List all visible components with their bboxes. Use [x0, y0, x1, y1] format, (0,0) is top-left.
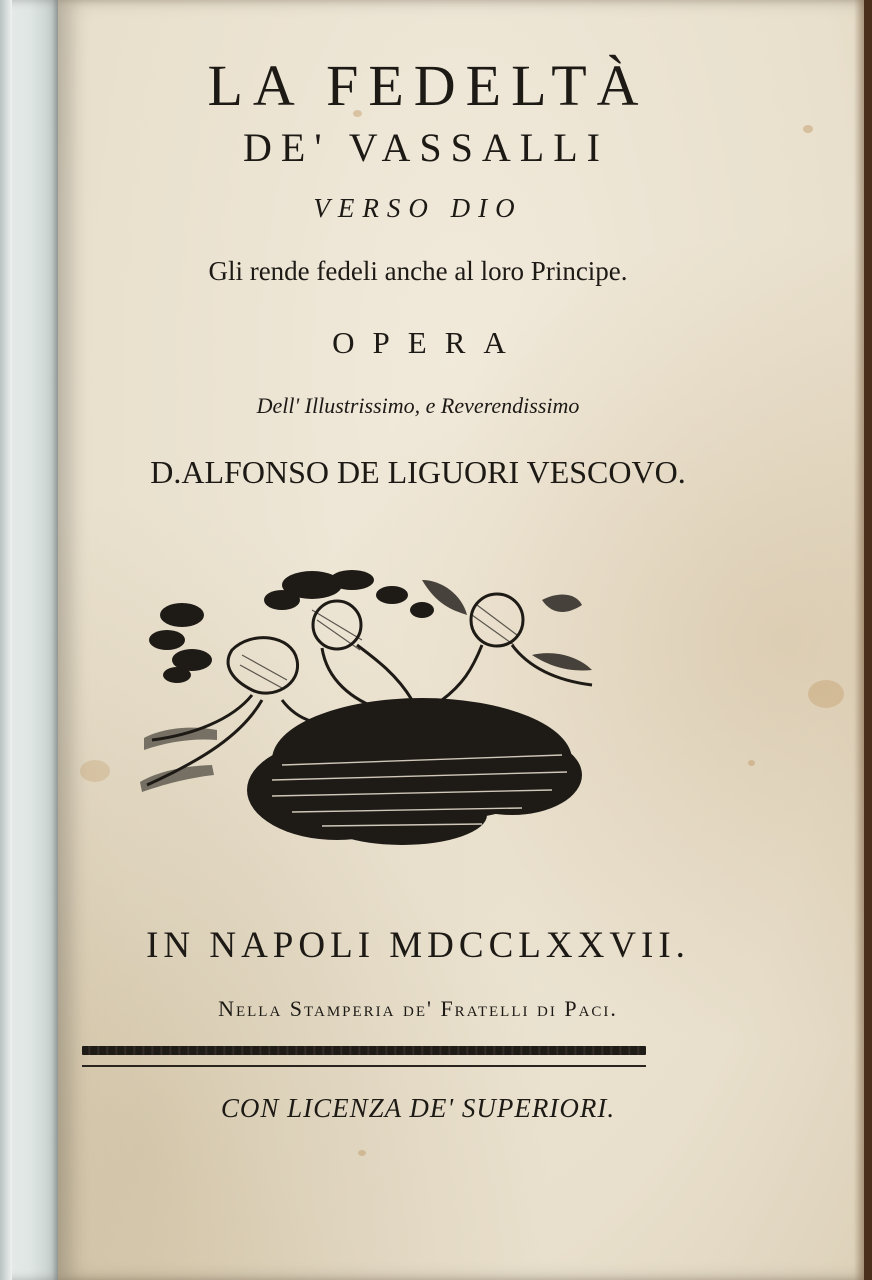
subtitle: Gli rende fedeli anche al loro Principe. [208, 256, 628, 286]
foxing-spot [358, 1150, 366, 1156]
flyleaf-edge [0, 0, 12, 1280]
title-page [58, 0, 864, 1280]
double-rule-divider [82, 1046, 646, 1067]
rule-thick [82, 1046, 646, 1055]
foxing-spot [808, 680, 844, 708]
title-line-1: LA FEDELTÀ [207, 53, 649, 118]
flyleaf-endpaper [0, 0, 62, 1280]
dedication-line: Dell' Illustrissimo, e Reverendissimo [256, 393, 580, 418]
rule-thin [82, 1065, 646, 1067]
cherubs-on-cloud-woodcut-icon [122, 560, 602, 860]
foxing-spot [803, 125, 813, 133]
opera-label: OPERA [332, 325, 524, 360]
printer-line: Nella Stamperia de' Fratelli di Paci. [218, 996, 618, 1021]
title-line-2: DE' VASSALLI [243, 125, 609, 170]
page-edge-shadow [854, 0, 864, 1280]
foxing-spot [80, 760, 110, 782]
title-line-3: VERSO DIO [313, 193, 523, 223]
license-line: CON LICENZA DE' SUPERIORI. [220, 1093, 616, 1123]
foxing-spot [748, 760, 755, 766]
imprint-city-year: IN NAPOLI MDCCLXXVII. [146, 925, 690, 966]
author-line: D.ALFONSO DE LIGUORI VESCOVO. [150, 454, 686, 490]
